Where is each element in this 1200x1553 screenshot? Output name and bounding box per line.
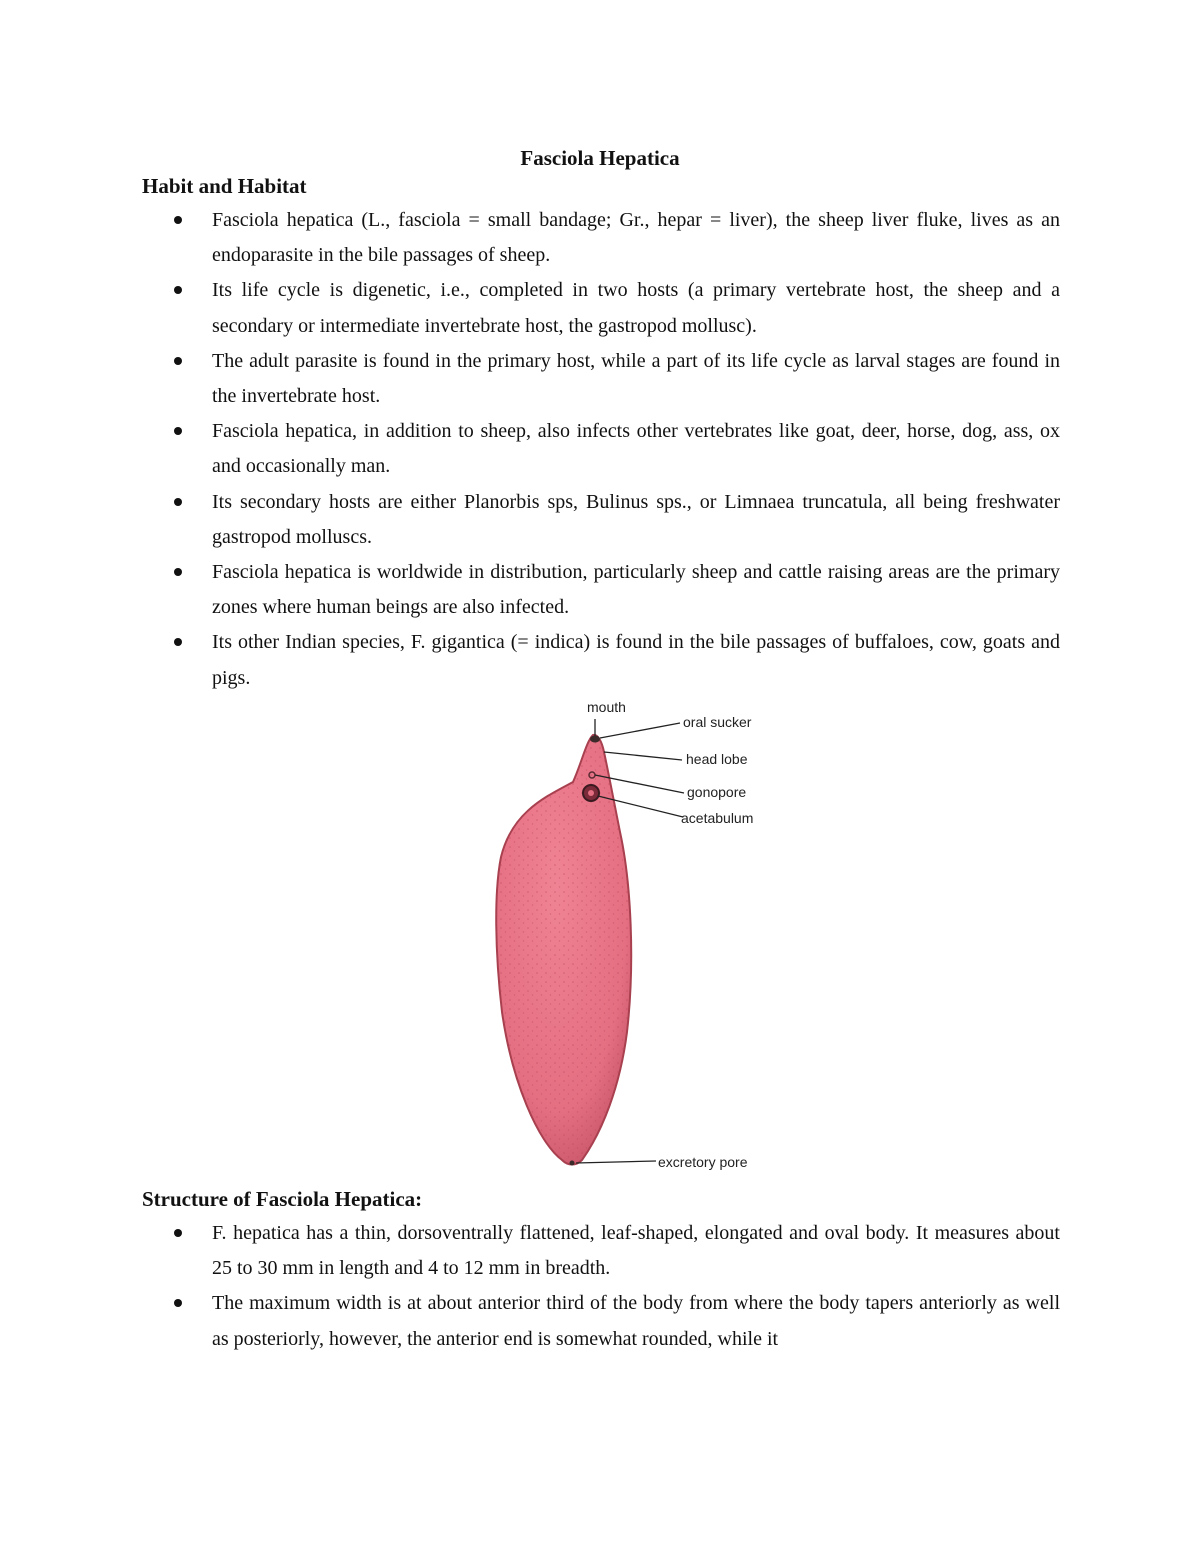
list-item: Fasciola hepatica, in addition to sheep, also infects other vertebrates like goat, deer, horse, dog, ass, ox and occasionally man.	[142, 414, 1060, 484]
habit-habitat-heading: Habit and Habitat	[142, 174, 307, 198]
list-item: Its life cycle is digenetic, i.e., completed in two hosts (a primary vertebrate host, the sheep and a secondary or intermediate invertebrate host, the gastropod mollusc).	[142, 273, 1060, 343]
document-title: Fasciola Hepatica	[520, 146, 680, 170]
structure-heading: Structure of Fasciola Hepatica:	[142, 1187, 423, 1211]
structure-bullet-list	[142, 1216, 1060, 1357]
label-excretory-pore: excretory pore	[658, 1154, 748, 1170]
oral-sucker-shape	[590, 736, 600, 743]
list-item: Its other Indian species, F. gigantica (= indica) is found in the bile passages of buffaloes, cow, goats and pigs.	[142, 625, 1060, 695]
list-item: The adult parasite is found in the primary host, while a part of its life cycle as larval stages are found in the invertebrate host.	[142, 344, 1060, 414]
list-item: Fasciola hepatica (L., fasciola = small bandage; Gr., hepar = liver), the sheep liver fluke, lives as an endoparasite in the bile passages of sheep.	[142, 203, 1060, 273]
habit-bullet-list	[142, 203, 1060, 696]
list-item: The maximum width is at about anterior third of the body from where the body tapers anteriorly as well as posteriorly, however, the anterior end is somewhat rounded, while it	[142, 1286, 1060, 1356]
label-oral-sucker: oral sucker	[683, 714, 752, 730]
excretory-pore-shape	[570, 1161, 575, 1166]
label-head-lobe: head lobe	[686, 751, 748, 767]
list-item: F. hepatica has a thin, dorsoventrally flattened, leaf-shaped, elongated and oval body. It measures about 25 to 30 mm in length and 4 to 12 mm in breadth.	[142, 1216, 1060, 1286]
liver-fluke-diagram	[490, 692, 780, 1176]
list-item: Its secondary hosts are either Planorbis sps, Bulinus sps., or Limnaea truncatula, all being freshwater gastropod molluscs.	[142, 485, 1060, 555]
list-item: Fasciola hepatica is worldwide in distribution, particularly sheep and cattle raising areas are the primary zones where human beings are also infected.	[142, 555, 1060, 625]
label-mouth: mouth	[587, 699, 626, 715]
label-gonopore: gonopore	[687, 784, 747, 800]
label-acetabulum: acetabulum	[681, 810, 754, 826]
